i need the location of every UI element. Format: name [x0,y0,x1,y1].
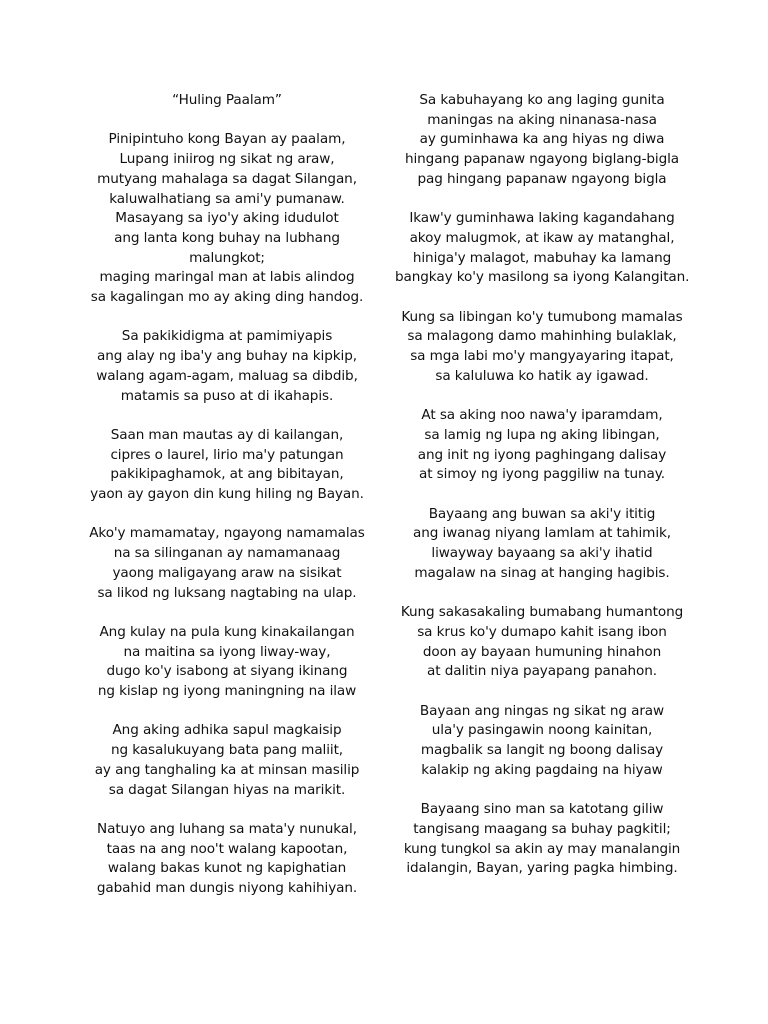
poem-line: kalakip ng aking pagdaing na hiyaw [421,761,663,778]
poem-line: at simoy ng iyong paggiliw na tunay. [418,466,665,483]
poem-line: Ako'y mamamatay, ngayong namamalas [89,525,365,542]
poem-line: matamis sa puso at di ikahapis. [120,387,334,404]
poem-line: taas na ang noo't walang kapootan, [106,840,348,857]
poem-line: Sa pakikidigma at pamimiyapis [121,328,333,345]
poem-line: yaon ay gayon din kung hiling ng Bayan. [90,486,364,503]
poem-line: ay guminhawa ka ang hiyas ng diwa [419,131,665,148]
poem-stanza [86,327,368,406]
poem-line: ang lanta kong buhay na lubhang [114,229,340,246]
poem-stanza [395,209,689,288]
poem-line: ang iwanag niyang lamlam at tahimik, [412,525,671,542]
poem-line: kaluwalhatiang sa ami'y pumanaw. [109,190,345,207]
poem-line: magbalik sa langit ng boong dalisay [420,742,664,759]
poem-line: ula'y pasingawin noong kainitan, [431,722,653,739]
poem-line: na sa silinganan ay namamanaag [113,545,341,562]
poem-line: gabahid man dungis niyong kahihiyan. [96,880,358,897]
poem-line: sa dagat Silangan hiyas na marikit. [108,781,346,798]
poem-stanza [86,623,368,702]
poem-line: walang bakas kunot ng kapighatian [107,860,347,877]
poem-left-column [86,91,368,918]
poem-line: sa kaluluwa ko hatik ay igawad. [435,367,649,384]
poem-line: akoy malugmok, at ikaw ay matanghal, [409,229,675,246]
poem-stanza [395,91,689,190]
poem-line: dugo ko'y isabong at siyang ikinang [106,663,348,680]
poem-line: Ang aking adhika sapul magkaisip [112,722,342,739]
right-stanza-list [395,91,689,879]
poem-line: pakikipaghamok, at ang bibitayan, [110,466,344,483]
left-stanza-list [86,130,368,898]
poem-stanza [395,406,689,485]
poem-stanza [395,800,689,879]
poem-stanza [86,524,368,603]
poem-line: Lupang iniirog ng sikat ng araw, [119,151,335,168]
poem-line: Ikaw'y guminhawa laking kagandahang [409,210,675,227]
poem-line: kung tungkol sa akin ay may manalangin [403,840,681,857]
poem-line: At sa aking noo nawa'y iparamdam, [421,407,663,424]
poem-line: mutyang mahalaga sa dagat Silangan, [97,170,357,187]
poem-line: Kung sa libingan ko'y tumubong mamalas [401,308,683,325]
poem-stanza [86,426,368,505]
poem-line: Bayaang sino man sa katotang giliw [420,801,664,818]
poem-line: sa likod ng luksang nagtabing na ulap. [97,584,357,601]
poem-line: at dalitin niya payapang panahon. [427,663,657,680]
poem-line: maging maringal man at labis alindog [99,269,355,286]
poem-line: Ang kulay na pula kung kinakailangan [99,623,355,640]
poem-line: Saan man mautas ay di kailangan, [110,426,344,443]
poem-line: doon ay bayaan humuning hinahon [422,643,662,660]
poem-line: yaong maligayang araw na sisikat [112,564,342,581]
poem-line: sa kagalingan mo ay aking ding handog. [90,289,364,306]
poem-line: malungkot; [189,249,265,266]
poem-line: ay ang tanghaling ka at minsan masilip [94,761,360,778]
poem-line: idalangin, Bayan, yaring pagka himbing. [406,860,678,877]
poem-line: cipres o laurel, lirio ma'y patungan [110,446,344,463]
poem-line: ng kasalukuyang bata pang maliit, [110,742,344,759]
poem-stanza [395,308,689,387]
poem-line: Masayang sa iyo'y aking idudulot [115,210,339,227]
poem-title: “Huling Paalam” [172,92,282,108]
poem-line: hingang papanaw ngayong biglang-bigla [404,151,680,168]
poem-line: ng kislap ng iyong maningning na ilaw [97,683,357,700]
poem-stanza [395,702,689,781]
poem-line: walang agam-agam, maluag sa dibdib, [96,367,358,384]
poem-line: sa malagong damo mahinhing bulaklak, [407,328,677,345]
poem-line: na maitina sa iyong liway-way, [123,643,331,660]
poem-line: ang alay ng iba'y ang buhay na kipkip, [97,348,357,365]
poem-line: maningas na aking ninanasa-nasa [427,111,657,128]
poem-stanza [86,820,368,899]
poem-line: bangkay ko'y masilong sa iyong Kalangitan. [395,269,690,286]
poem-line: sa krus ko'y dumapo kahit isang ibon [417,623,667,640]
poem-stanza [395,505,689,584]
poem-line: magalaw na sinag at hanging hagibis. [414,564,670,581]
poem-line: Bayaan ang ningas ng sikat ng araw [419,702,665,719]
poem-line: Pinipintuho kong Bayan ay paalam, [108,131,346,148]
poem-right-column [395,91,689,899]
poem-line: Bayaang ang buwan sa aki'y ititig [428,505,656,522]
poem-line: pag hingang papanaw ngayong bigla [417,170,667,187]
poem-stanza [86,721,368,800]
poem-line: Natuyo ang luhang sa mata'y nunukal, [97,820,357,837]
poem-line: sa mga labi mo'y mangyayaring itapat, [410,348,674,365]
poem-line: hiniga'y malagot, mabuhay ka lamang [412,249,672,266]
poem-line: ang init ng iyong paghingang dalisay [417,446,667,463]
poem-line: liwayway bayaang sa aki'y ihatid [431,545,653,562]
poem-line: tangisang maagang sa buhay pagkitil; [413,820,671,837]
poem-line: sa lamig ng lupa ng aking libingan, [424,426,660,443]
poem-line: Kung sakasakaling bumabang humantong [400,604,684,621]
poem-stanza [395,603,689,682]
poem-line: Sa kabuhayang ko ang laging gunita [419,92,665,108]
poem-stanza [86,130,368,307]
